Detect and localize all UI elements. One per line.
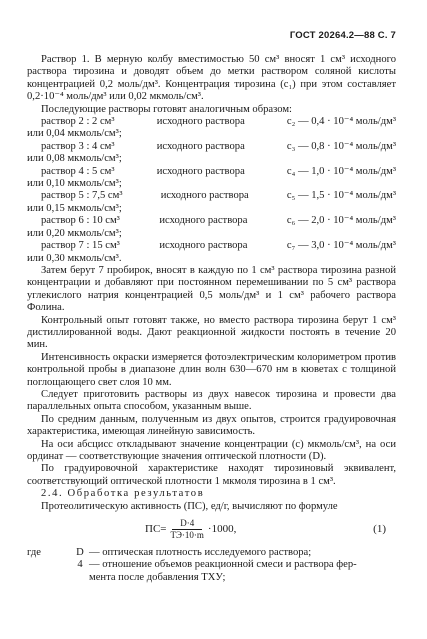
formula-numerator: D·4: [172, 518, 202, 530]
solution-row: [27, 215, 396, 227]
definition-symbol: 4: [77, 559, 83, 571]
formula-denominator: ТЭ·10·m: [170, 530, 204, 541]
variable-definitions: [27, 547, 396, 584]
solution-concentration: c₆ — 2,0 · 10⁻⁴ моль/дм³: [286, 215, 396, 227]
solution-row: [27, 116, 396, 128]
solution-continuation: или 0,04 мкмоль/см³;: [27, 128, 122, 140]
paragraph-parallel-tests: Следует приготовить растворы из двух навесок тирозина и провести два параллельных опыта способом, указанным выше.: [27, 388, 396, 413]
solution-label: раствор 2 : 2 см³: [41, 116, 115, 128]
document-body: [27, 54, 396, 584]
definition-row: [27, 547, 396, 559]
solution-label: раствор 6 : 10 см³: [41, 215, 120, 227]
solution-source: исходного раствора: [156, 165, 245, 177]
solution-continuation: или 0,10 мкмоль/см³;: [27, 178, 122, 190]
solution-continuation: или 0,20 мкмоль/см³;: [27, 227, 122, 239]
paragraph-axes: На оси абсцисс откладывают значение концентрации (c) мкмоль/см³, на оси ординат — соответствующие значения оптической плотности (D).: [27, 438, 396, 462]
formula-block: [27, 515, 396, 545]
solution-concentration: c₄ — 1,0 · 10⁻⁴ моль/дм³: [286, 165, 396, 177]
definition-text: — отношение объемов реакционной смеси и раствора фер-: [89, 559, 357, 571]
solution-label: раствор 7 : 15 см³: [41, 240, 120, 252]
solution-row: [27, 166, 396, 178]
solution-source: исходного раствора: [159, 215, 248, 227]
section-heading: 2.4. Обработка результатов: [41, 488, 205, 500]
solution-row: [27, 141, 396, 153]
definition-row: [27, 559, 396, 571]
solution-continuation: или 0,15 мкмоль/см³;: [27, 202, 122, 214]
solution-continuation: или 0,30 мкмоль/см³.: [27, 252, 122, 264]
solutions-list: [27, 116, 396, 265]
solution-concentration: c₂ — 0,4 · 10⁻⁴ моль/дм³: [286, 116, 396, 128]
paragraph-subsequent-solutions: Последующие растворы готовят аналогичным образом:: [41, 103, 292, 115]
paragraph-calibration: По средним данным, полученным из двух опытов, строится градуировочная характеристика, имеющая линейную зависимость.: [27, 413, 396, 438]
page-header: ГОСТ 20264.2—88 С. 7: [289, 30, 396, 41]
solution-source: исходного раствора: [156, 140, 245, 152]
paragraph-color-intensity: Интенсивность окраски измеряется фотоэлектрическим колориметром против контрольной пробы в диапазоне длин волн 630—670 нм в кюветах с толщиной поглощающего свет слоя 10 мм.: [27, 351, 396, 388]
solution-row: [27, 240, 396, 252]
where-word: где: [27, 547, 41, 559]
solution-row: [27, 190, 396, 202]
formula-lhs: ПС=: [145, 523, 167, 536]
paragraph-test-tubes: Затем берут 7 пробирок, вносят в каждую по 1 см³ раствора тирозина разной концентрации и добавляют при постоянном перемешивании по 5 см³ раствора углекислого натрия концентрацией 0,5 моль/дм³ и 1 см³ рабочего раствора Фолина.: [27, 264, 396, 314]
formula-rhs: ·1000,: [207, 523, 237, 536]
paragraph-control-test: Контрольный опыт готовят также, но вместо раствора тирозина берут 1 см³ дистиллированной воды. Дают реакционной жидкости постоять в течение 20 мин.: [27, 314, 396, 351]
solution-concentration: c₅ — 1,5 · 10⁻⁴ моль/дм³: [286, 190, 396, 202]
solution-label: раствор 5 : 7,5 см³: [41, 190, 123, 202]
solution-label: раствор 4 : 5 см³: [41, 165, 115, 177]
solution-concentration: c₇ — 3,0 · 10⁻⁴ моль/дм³: [286, 240, 396, 252]
definition-text: — оптическая плотность исследуемого раствора;: [89, 547, 312, 559]
solution-label: раствор 3 : 4 см³: [41, 140, 115, 152]
solution-source: исходного раствора: [160, 190, 249, 202]
solution-source: исходного раствора: [156, 116, 245, 128]
definition-continuation: мента после добавления ТХУ;: [89, 571, 226, 583]
paragraph-tyrosine-equivalent: По градуировочной характеристике находят тирозиновый эквивалент, соответствующий оптической плотности 1 мкмоля тирозина в 1 см³.: [27, 463, 396, 487]
formula: [145, 518, 236, 541]
solution-continuation: или 0,08 мкмоль/см³;: [27, 153, 122, 165]
paragraph-solution-1: Раствор 1. В мерную колбу вместимостью 50 см³ вносят 1 см³ исходного раствора тирозина и доводят объем до метки раствором соляной кислоты концентрацией 0,2 моль/дм³. Концентрация тирозина (c₁) при этом составляет 0,2·10⁻⁴ моль/дм³ или 0,02 мкмоль/см³.: [27, 54, 396, 103]
formula-fraction: [170, 518, 203, 541]
definition-symbol: D: [76, 547, 84, 559]
solution-concentration: c₃ — 0,8 · 10⁻⁴ моль/дм³: [286, 140, 396, 152]
solution-source: исходного раствора: [159, 240, 248, 252]
paragraph-formula-intro: Протеолитическую активность (ПС), ед/г, вычисляют по формуле: [41, 500, 338, 512]
formula-number: (1): [373, 523, 386, 536]
